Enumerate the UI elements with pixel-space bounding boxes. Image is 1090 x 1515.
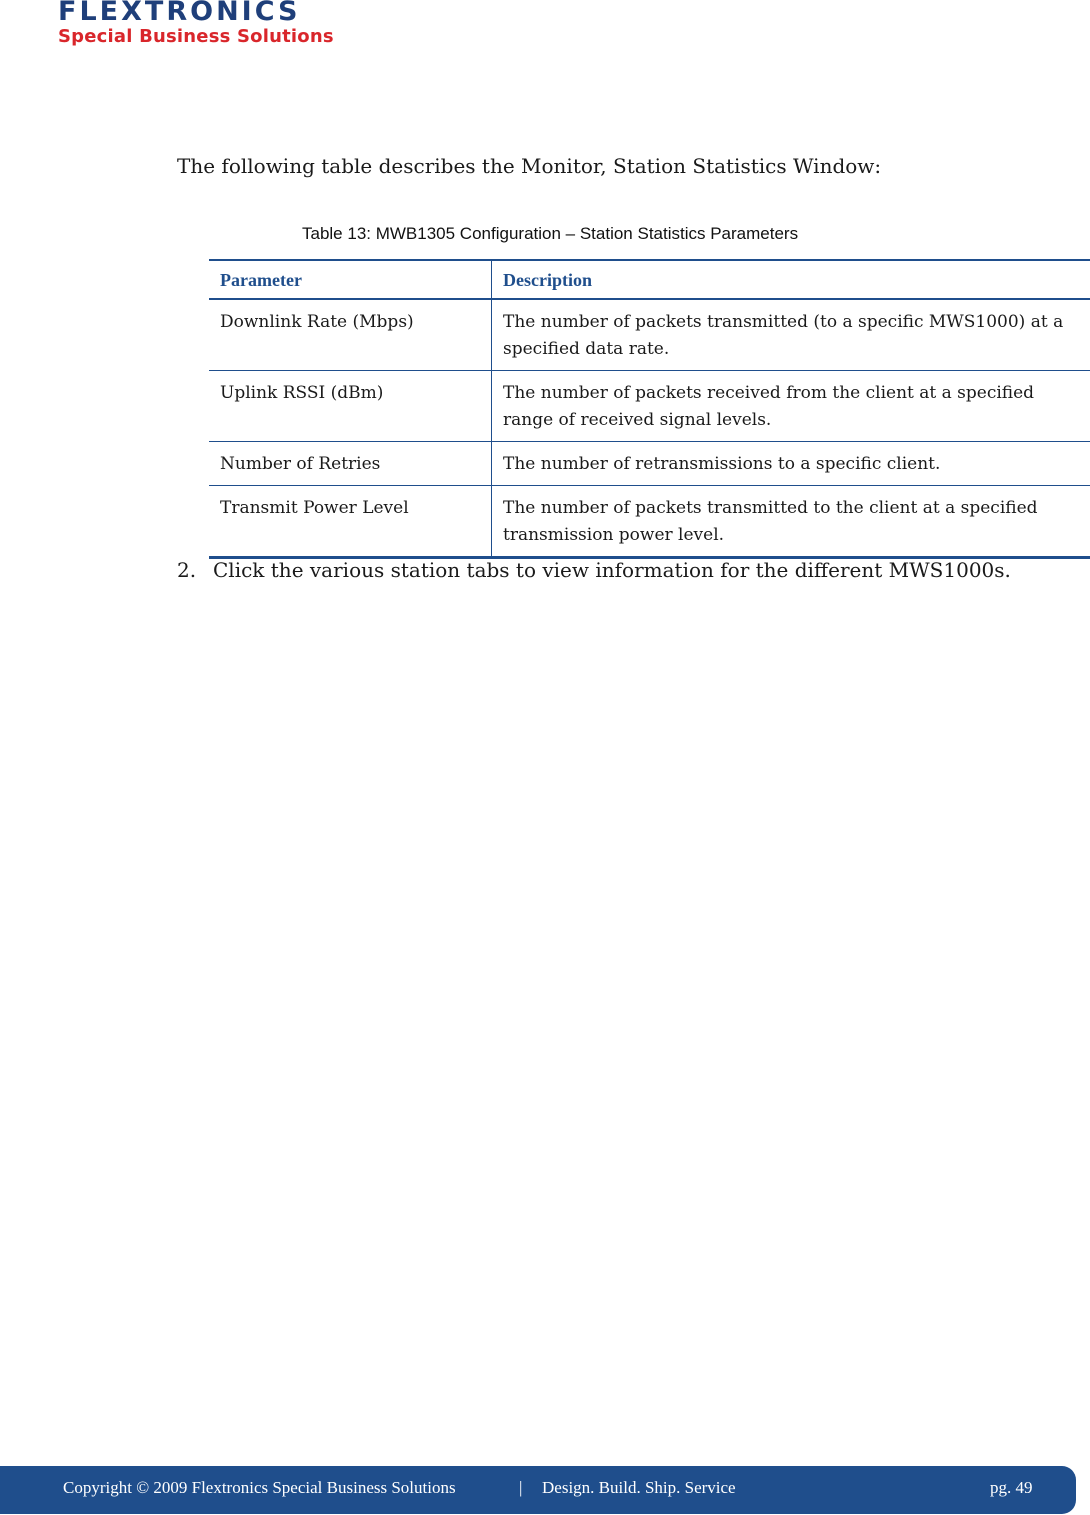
table-caption: Table 13: MWB1305 Configuration – Station Statistics Parameters: [302, 224, 799, 243]
description-cell: The number of retransmissions to a specific client.: [492, 442, 1090, 486]
intro-paragraph: The following table describes the Monitor, Station Statistics Window:: [177, 154, 882, 178]
footer-tagline: Design. Build. Ship. Service: [542, 1478, 736, 1497]
parameter-cell: Transmit Power Level: [209, 486, 492, 558]
flextronics-logo: [58, 0, 334, 52]
parameter-cell: Number of Retries: [209, 442, 492, 486]
table-row: [209, 371, 1090, 442]
page-footer: [0, 1466, 1076, 1514]
page-number: pg. 49: [990, 1478, 1033, 1497]
column-header-parameter: Parameter: [209, 260, 492, 299]
table-header-row: [209, 260, 1090, 299]
station-statistics-table: [209, 259, 1090, 559]
table-row: [209, 442, 1090, 486]
parameter-cell: Uplink RSSI (dBm): [209, 371, 492, 442]
table-row: [209, 299, 1090, 371]
step-text: Click the various station tabs to view information for the different MWS1000s.: [213, 558, 1011, 582]
table-row: [209, 486, 1090, 558]
step-number: 2.: [177, 558, 197, 582]
parameter-cell: Downlink Rate (Mbps): [209, 299, 492, 371]
logo-wordmark: FLEXTRONICS: [58, 0, 301, 27]
description-cell: The number of packets received from the client at a specified range of received signal levels.: [492, 371, 1090, 442]
column-header-description: Description: [492, 260, 1090, 299]
description-cell: The number of packets transmitted (to a specific MWS1000) at a specified data rate.: [492, 299, 1090, 371]
logo-subtitle: Special Business Solutions: [58, 26, 334, 47]
numbered-step: [177, 556, 1011, 584]
footer-copyright: Copyright © 2009 Flextronics Special Business Solutions: [63, 1478, 456, 1497]
footer-separator: |: [519, 1478, 523, 1497]
description-cell: The number of packets transmitted to the client at a specified transmission power level.: [492, 486, 1090, 558]
